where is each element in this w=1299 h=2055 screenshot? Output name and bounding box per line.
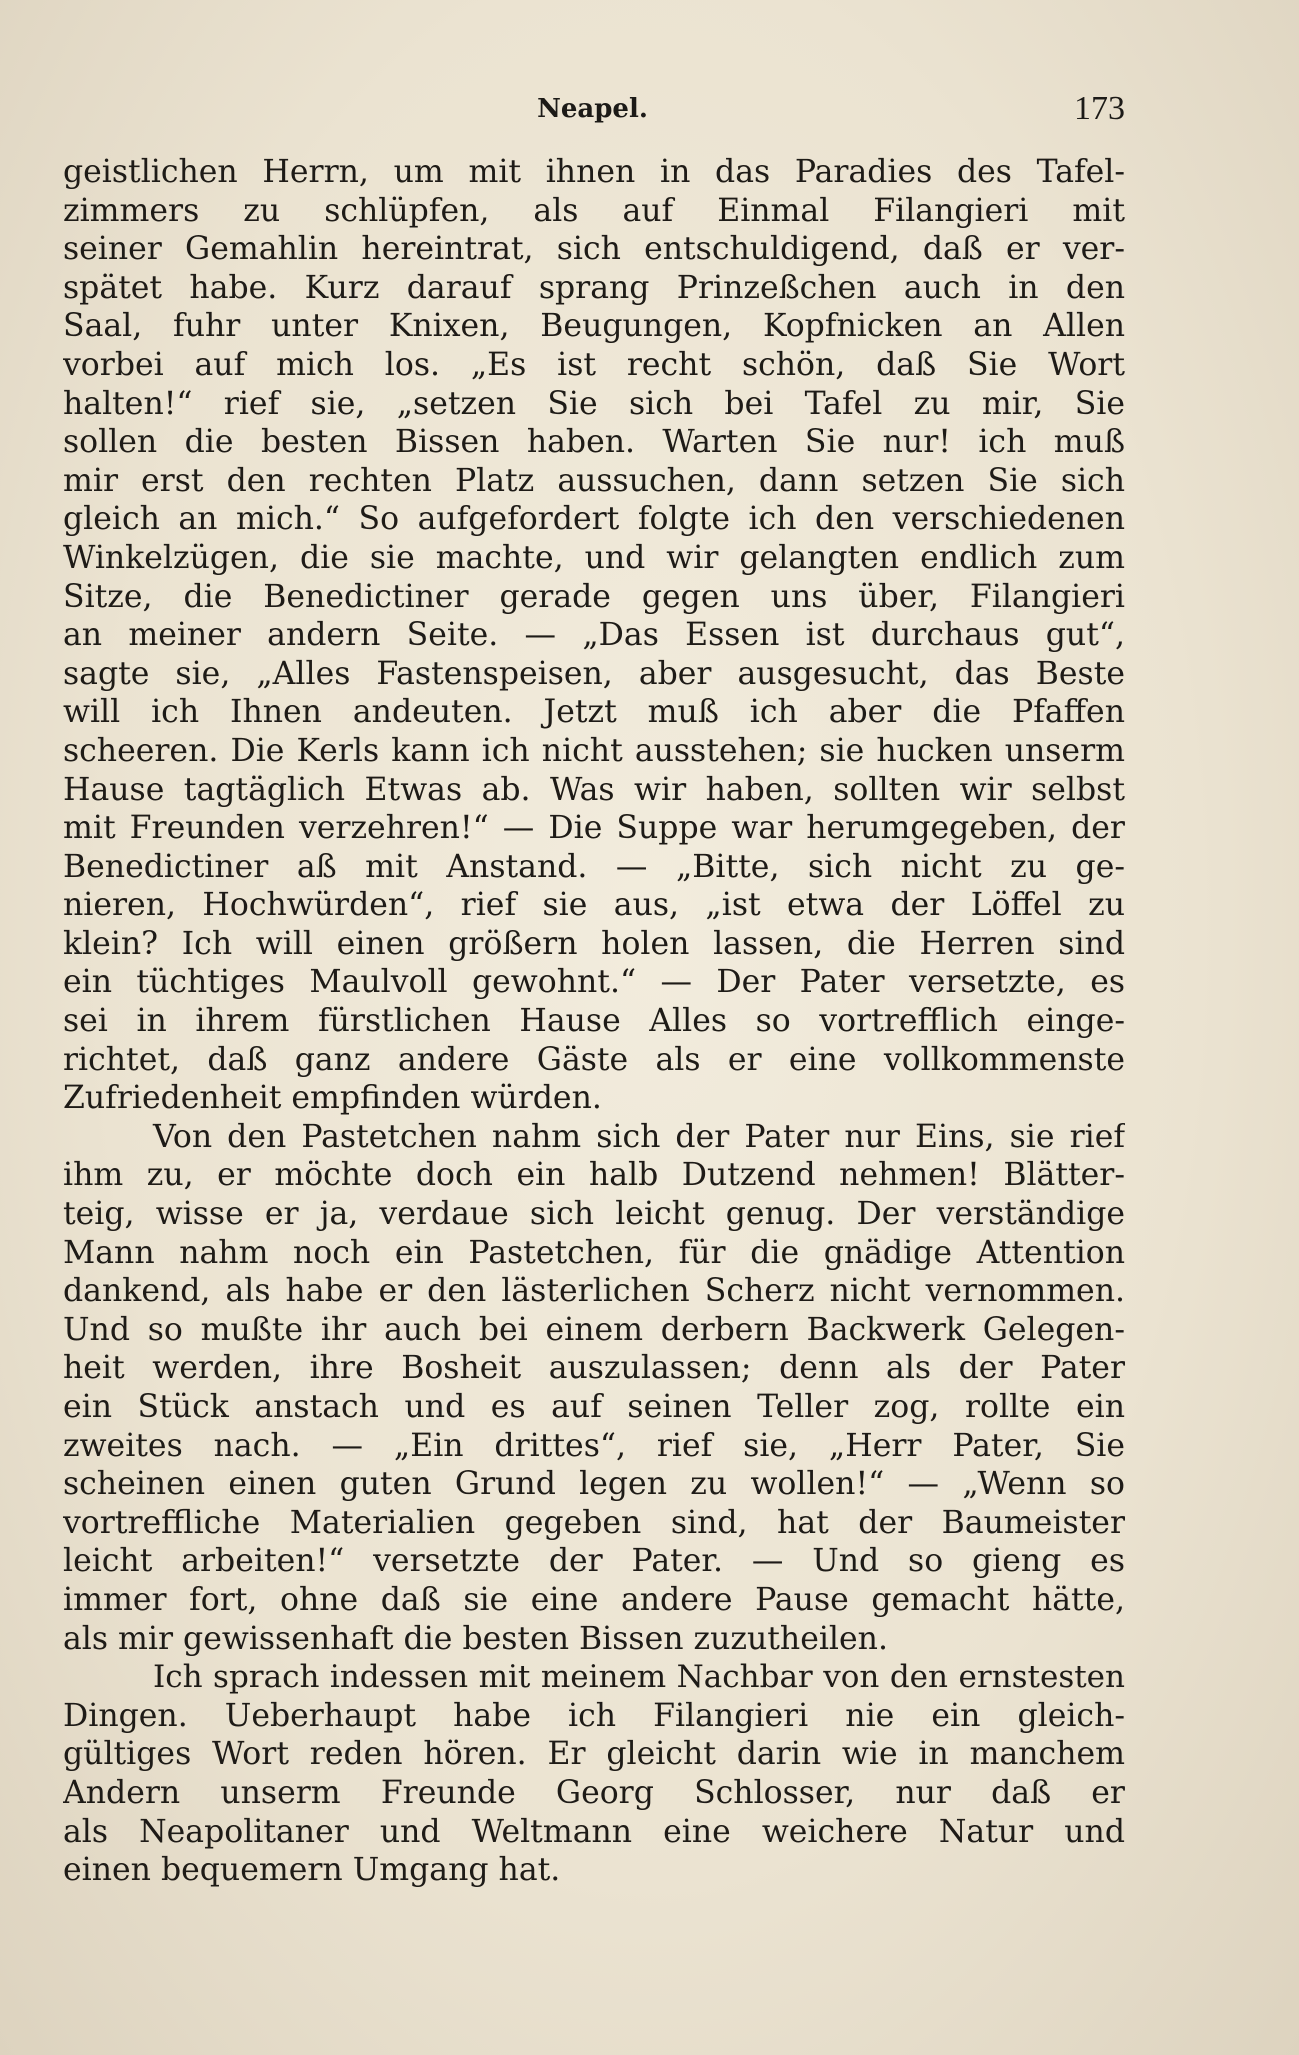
- text-line: sagte sie, „Alles Fastenspeisen, aber ausgesucht, das Beste: [63, 655, 1125, 692]
- text-line: gültiges Wort reden hören. Er gleicht darin wie in manchem: [63, 1736, 1125, 1773]
- text-line: Ich sprach indessen mit meinem Nachbar von den ernstesten: [153, 1659, 1125, 1696]
- text-line: Und so mußte ihr auch bei einem derbern Backwerk Gelegen-: [63, 1311, 1125, 1348]
- text-line: mir erst den rechten Platz aussuchen, dann setzen Sie sich: [63, 462, 1125, 499]
- text-line: Sitze, die Benedictiner gerade gegen uns über, Filangieri: [63, 578, 1125, 615]
- text-line: ihm zu, er möchte doch ein halb Dutzend nehmen! Blätter-: [63, 1157, 1125, 1194]
- text-line: scheeren. Die Kerls kann ich nicht ausstehen; sie hucken unserm: [63, 732, 1125, 769]
- paragraph-3: [63, 1658, 1125, 1890]
- text-line: zimmers zu schlüpfen, als auf Einmal Filangieri mit: [63, 192, 1125, 229]
- text-line: teig, wisse er ja, verdaue sich leicht genug. Der verständige: [63, 1196, 1125, 1233]
- text-line: Andern unserm Freunde Georg Schlosser, nur daß er: [63, 1774, 1125, 1811]
- text-line: gleich an mich.“ So aufgefordert folgte ich den verschiedenen: [63, 501, 1125, 538]
- text-line: Dingen. Ueberhaupt habe ich Filangieri nie ein gleich-: [63, 1697, 1125, 1734]
- text-line: richtet, daß ganz andere Gäste als er eine vollkommenste: [63, 1041, 1125, 1078]
- text-line: mit Freunden verzehren!“ — Die Suppe war herumgegeben, der: [63, 810, 1125, 847]
- text-line: heit werden, ihre Bosheit auszulassen; denn als der Pater: [63, 1350, 1125, 1387]
- text-line: immer fort, ohne daß sie eine andere Pause gemacht hätte,: [63, 1581, 1125, 1618]
- text-line: leicht arbeiten!“ versetzte der Pater. — Und so gieng es: [63, 1543, 1125, 1580]
- text-line: Benedictiner aß mit Anstand. — „Bitte, sich nicht zu ge-: [63, 848, 1125, 885]
- text-line: Zufriedenheit empfinden würden.: [63, 1080, 602, 1117]
- text-line: an meiner andern Seite. — „Das Essen ist durchaus gut“,: [63, 617, 1125, 654]
- text-line: vortreffliche Materialien gegeben sind, hat der Baumeister: [63, 1504, 1125, 1541]
- text-line: halten!“ rief sie, „setzen Sie sich bei Tafel zu mir, Sie: [63, 385, 1125, 422]
- body-text: [63, 153, 1125, 1890]
- text-line: Hause tagtäglich Etwas ab. Was wir haben, sollten wir selbst: [63, 771, 1125, 808]
- text-line: will ich Ihnen andeuten. Jetzt muß ich aber die Pfaffen: [63, 694, 1125, 731]
- paragraph-1: [63, 153, 1125, 1118]
- page-number: 173: [1074, 90, 1125, 127]
- text-line: spätet habe. Kurz darauf sprang Prinzeßchen auch in den: [63, 269, 1125, 306]
- text-line: Winkelzügen, die sie machte, und wir gelangten endlich zum: [63, 539, 1125, 576]
- text-line: klein? Ich will einen größern holen lassen, die Herren sind: [63, 925, 1125, 962]
- text-line: dankend, als habe er den lästerlichen Scherz nicht vernommen.: [63, 1273, 1125, 1310]
- text-line: Saal, fuhr unter Knixen, Beugungen, Kopfnicken an Allen: [63, 308, 1125, 345]
- text-line: vorbei auf mich los. „Es ist recht schön, daß Sie Wort: [63, 346, 1125, 383]
- text-line: scheinen einen guten Grund legen zu wollen!“ — „Wenn so: [63, 1466, 1125, 1503]
- text-line: ein tüchtiges Maulvoll gewohnt.“ — Der Pater versetzte, es: [63, 964, 1125, 1001]
- text-line: Von den Pastetchen nahm sich der Pater nur Eins, sie rief: [153, 1118, 1125, 1155]
- text-line: einen bequemern Umgang hat.: [63, 1852, 561, 1889]
- text-line: ein Stück anstach und es auf seinen Teller zog, rollte ein: [63, 1389, 1125, 1425]
- running-title: Neapel.: [537, 94, 648, 124]
- text-line: als mir gewissenhaft die besten Bissen zuzutheilen.: [63, 1620, 888, 1657]
- text-line: zweites nach. — „Ein drittes“, rief sie, „Herr Pater, Sie: [63, 1427, 1125, 1464]
- text-line: nieren, Hochwürden“, rief sie aus, „ist etwa der Löffel zu: [63, 887, 1125, 924]
- page-header: [60, 88, 1125, 138]
- text-line: geistlichen Herrn, um mit ihnen in das Paradies des Tafel-: [63, 154, 1125, 190]
- text-line: sollen die besten Bissen haben. Warten Sie nur! ich muß: [63, 424, 1125, 461]
- text-line: Mann nahm noch ein Pastetchen, für die gnädige Attention: [63, 1234, 1125, 1271]
- text-line: als Neapolitaner und Weltmann eine weichere Natur und: [63, 1813, 1125, 1850]
- text-line: sei in ihrem fürstlichen Hause Alles so vortrefflich einge-: [63, 1003, 1125, 1040]
- paragraph-2: [63, 1118, 1125, 1658]
- text-line: seiner Gemahlin hereintrat, sich entschuldigend, daß er ver-: [63, 231, 1125, 268]
